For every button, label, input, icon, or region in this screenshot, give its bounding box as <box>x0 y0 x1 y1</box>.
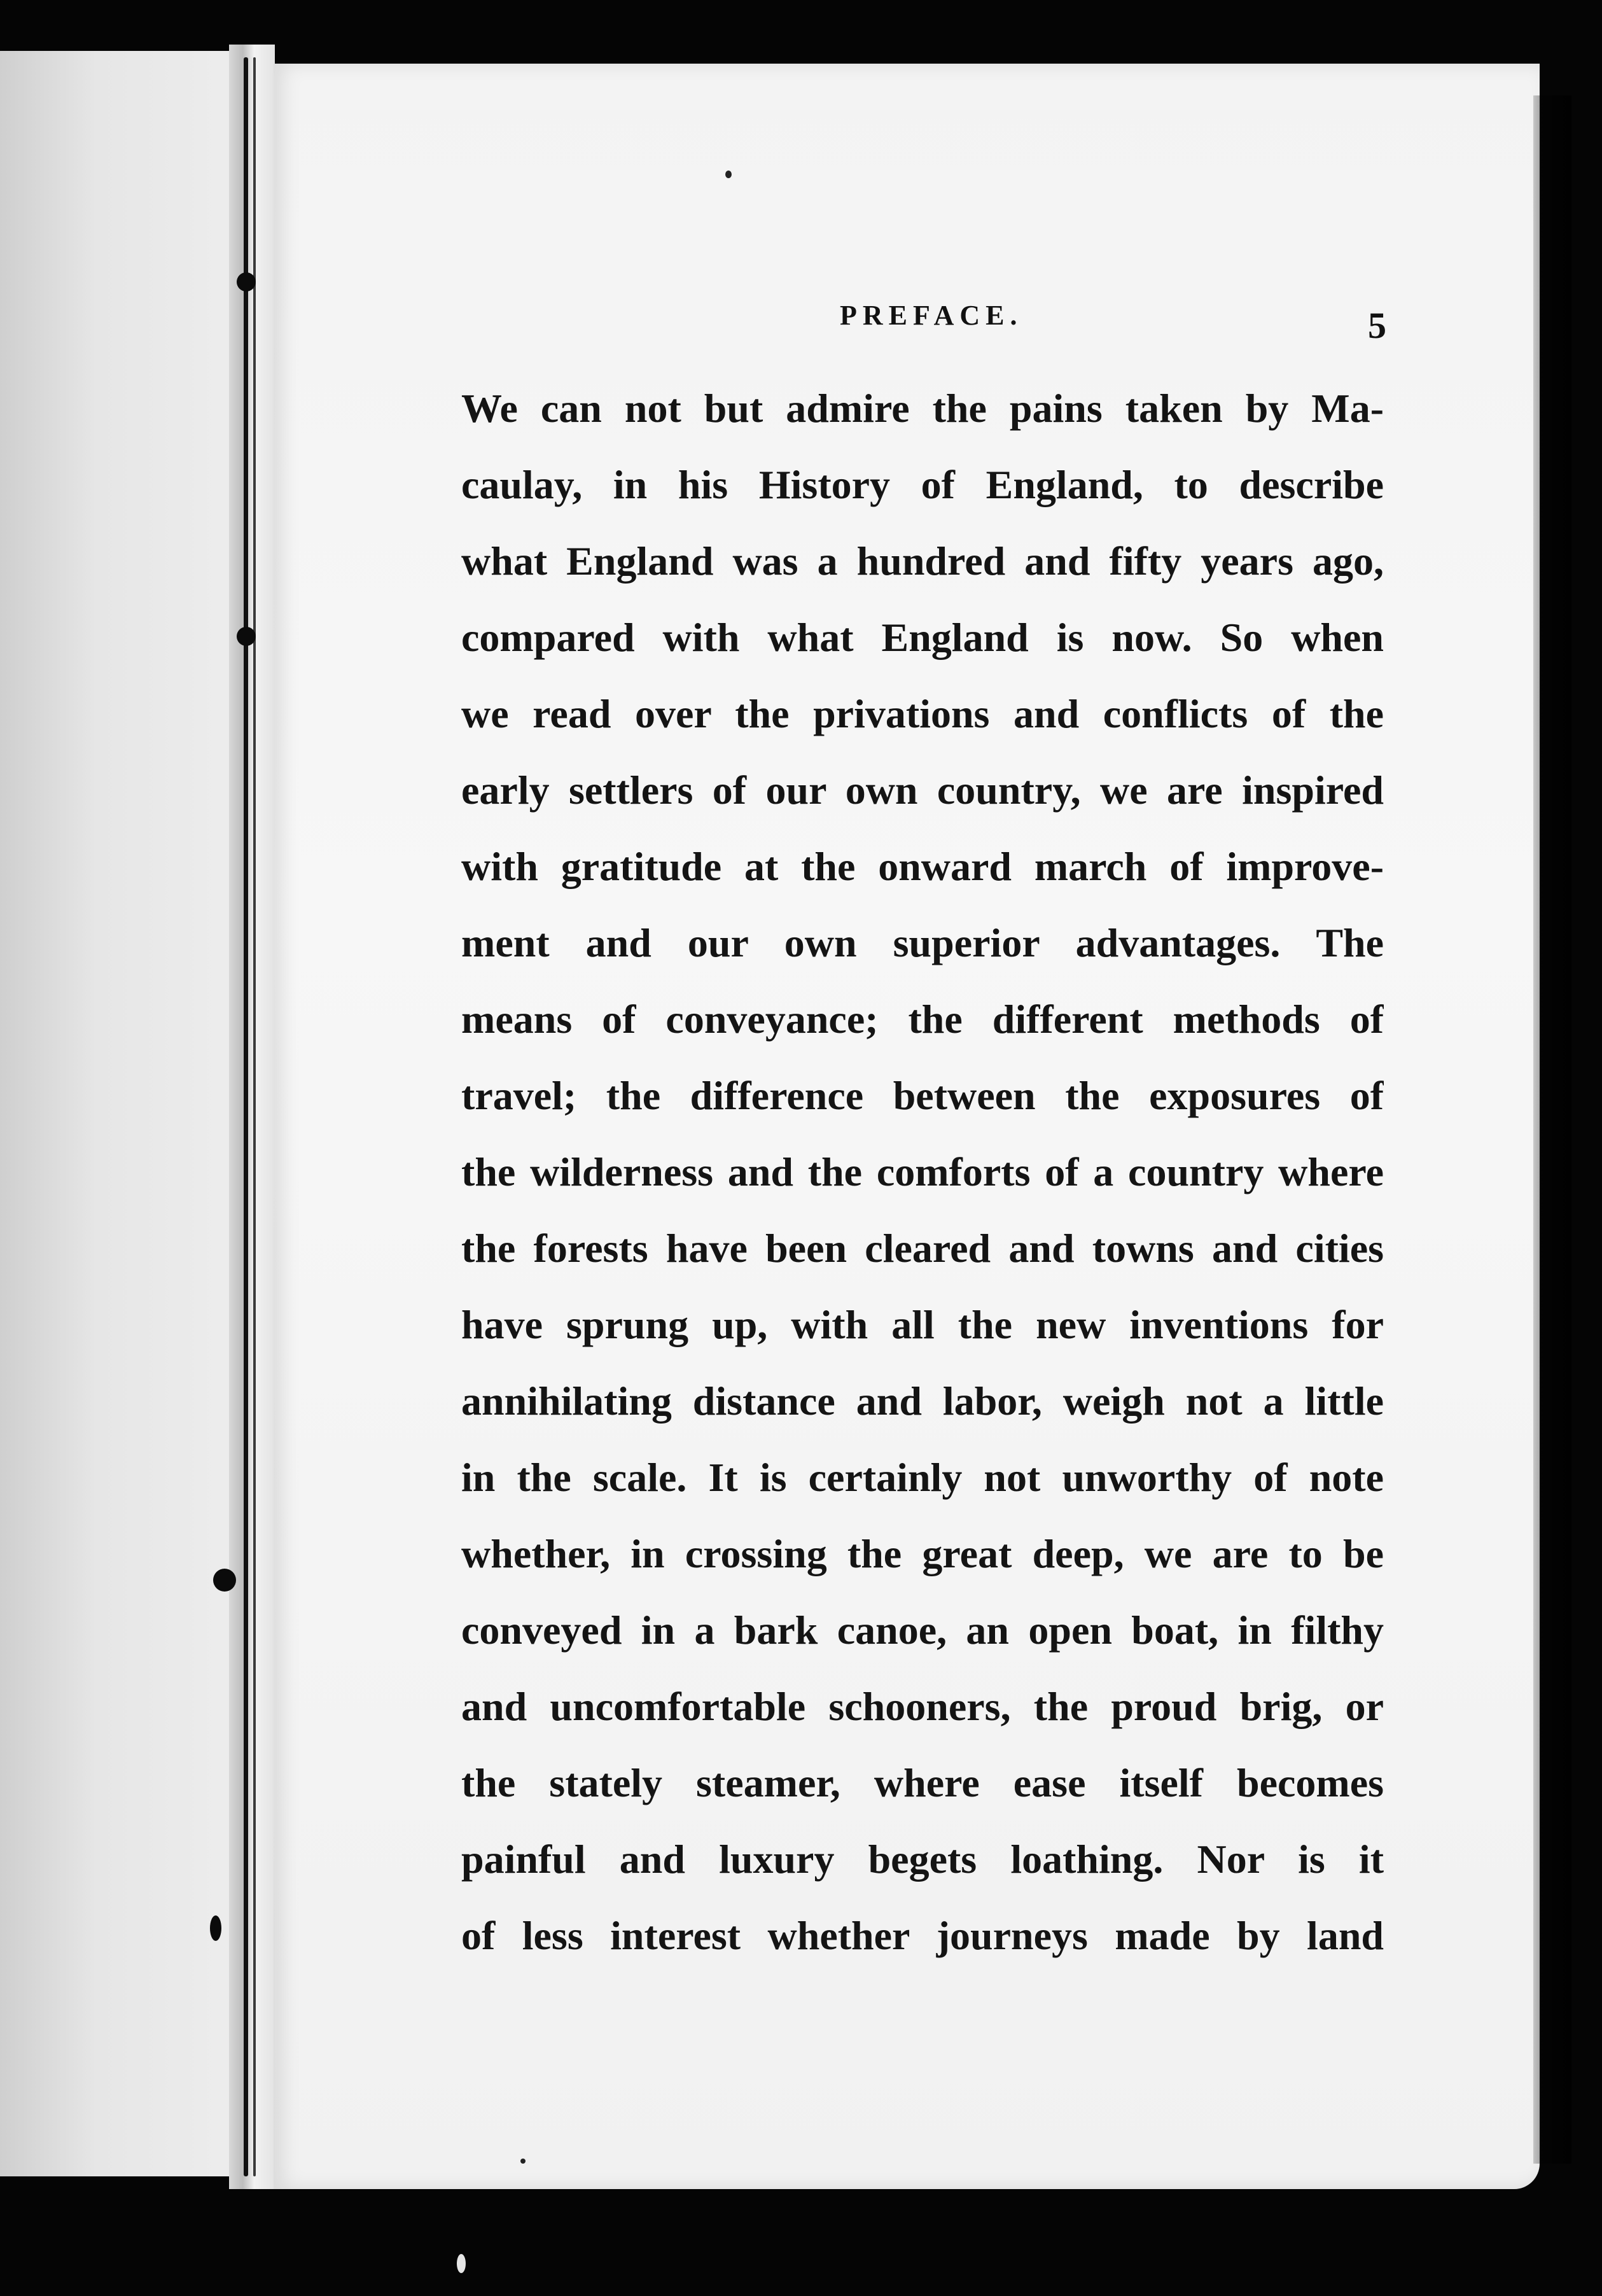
text-line: means of conveyance; the different methods of <box>461 997 1384 1042</box>
binding-stitch <box>237 627 256 646</box>
text-line: we read over the privations and conflicts of the <box>461 691 1384 736</box>
ink-speck <box>725 171 732 178</box>
text-line: ment and our own superior advantages. The <box>461 920 1384 965</box>
text-line: with gratitude at the onward march of improve- <box>461 844 1384 889</box>
text-line: have sprung up, with all the new inventions for <box>461 1302 1384 1347</box>
text-line: whether, in crossing the great deep, we are to be <box>461 1531 1384 1576</box>
binding-stitch <box>237 272 256 291</box>
text-line: in the scale. It is certainly not unworthy of note <box>461 1455 1384 1500</box>
running-head: PREFACE. <box>840 300 1023 331</box>
text-line: annihilating distance and labor, weigh not a little <box>461 1378 1384 1424</box>
ink-speck <box>457 2254 466 2273</box>
text-line: early settlers of our own country, we are inspired <box>461 767 1384 813</box>
book-spine <box>229 45 275 2189</box>
text-line: travel; the difference between the exposures of <box>461 1073 1384 1118</box>
text-line: conveyed in a bark canoe, an open boat, in filthy <box>461 1607 1384 1653</box>
spine-binding-line <box>244 57 248 2176</box>
text-line: of less interest whether journeys made by land <box>461 1913 1384 1958</box>
text-line: what England was a hundred and fifty years ago, <box>461 538 1384 584</box>
text-line: compared with what England is now. So when <box>461 615 1384 660</box>
text-line: the wilderness and the comforts of a country where <box>461 1149 1384 1194</box>
body-text <box>461 370 1384 1974</box>
text-line: the forests have been cleared and towns and cities <box>461 1226 1384 1271</box>
text-line: the stately steamer, where ease itself becomes <box>461 1760 1384 1805</box>
text-line: painful and luxury begets loathing. Nor is it <box>461 1837 1384 1882</box>
previous-page-edge <box>0 51 242 2176</box>
text-line: We can not but admire the pains taken by Ma- <box>461 386 1384 431</box>
text-line: caulay, in his History of England, to describe <box>461 462 1384 507</box>
text-line: and uncomfortable schooners, the proud brig, or <box>461 1684 1384 1729</box>
binding-stitch <box>213 1569 236 1592</box>
ink-speck <box>520 2159 526 2164</box>
page-number: 5 <box>1368 305 1386 346</box>
binding-stitch <box>210 1915 221 1941</box>
spine-binding-line-inner <box>253 57 256 2176</box>
page-edge-shadow <box>1533 95 1571 2164</box>
